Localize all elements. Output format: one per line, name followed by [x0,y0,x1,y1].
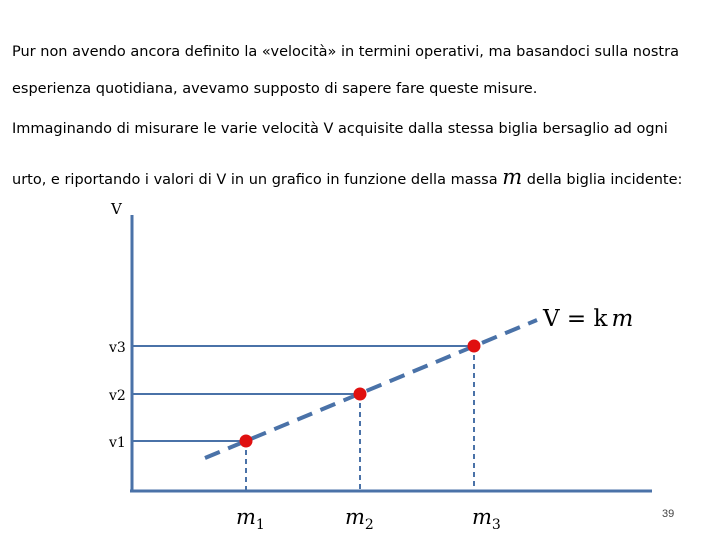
equation-label [542,306,633,332]
point-m1 [240,435,253,448]
paragraph-line-1: Pur non avendo ancora definito la «velocità» in termini operativi, ma basandoci sulla nostra [12,44,679,60]
paragraph-line-3: Immaginando di misurare le varie velocità V acquisite dalla stessa biglia bersaglio ad ogni [12,121,668,137]
mass-symbol: m [502,165,523,189]
equation-lhs: V = k [543,306,608,332]
point-m3 [468,340,481,353]
page-number: 39 [662,508,675,520]
m3-sub: 3 [491,517,501,533]
v1-label: v1 [109,435,126,451]
m2-label [345,505,374,533]
m3-base: m [472,505,492,529]
m1-label [236,505,265,533]
v3-label: v3 [109,340,126,356]
equation-var: m [611,306,634,332]
trend-line [205,320,537,458]
line4-text-end: della biglia incidente: [522,172,683,188]
v2-label: v2 [109,388,126,404]
m1-sub: 1 [255,517,265,533]
diagram-lines [130,215,652,491]
y-axis-label: V [111,200,122,218]
paragraph-line-2: esperienza quotidiana, avevamo supposto di sapere fare queste misure. [12,81,538,97]
m1-base: m [236,505,256,529]
point-m2 [354,388,367,401]
m2-sub: 2 [364,517,374,533]
m3-label [472,505,501,533]
line4-text-start: urto, e riportando i valori di V in un grafico in funzione della massa [12,172,503,188]
m2-base: m [345,505,365,529]
